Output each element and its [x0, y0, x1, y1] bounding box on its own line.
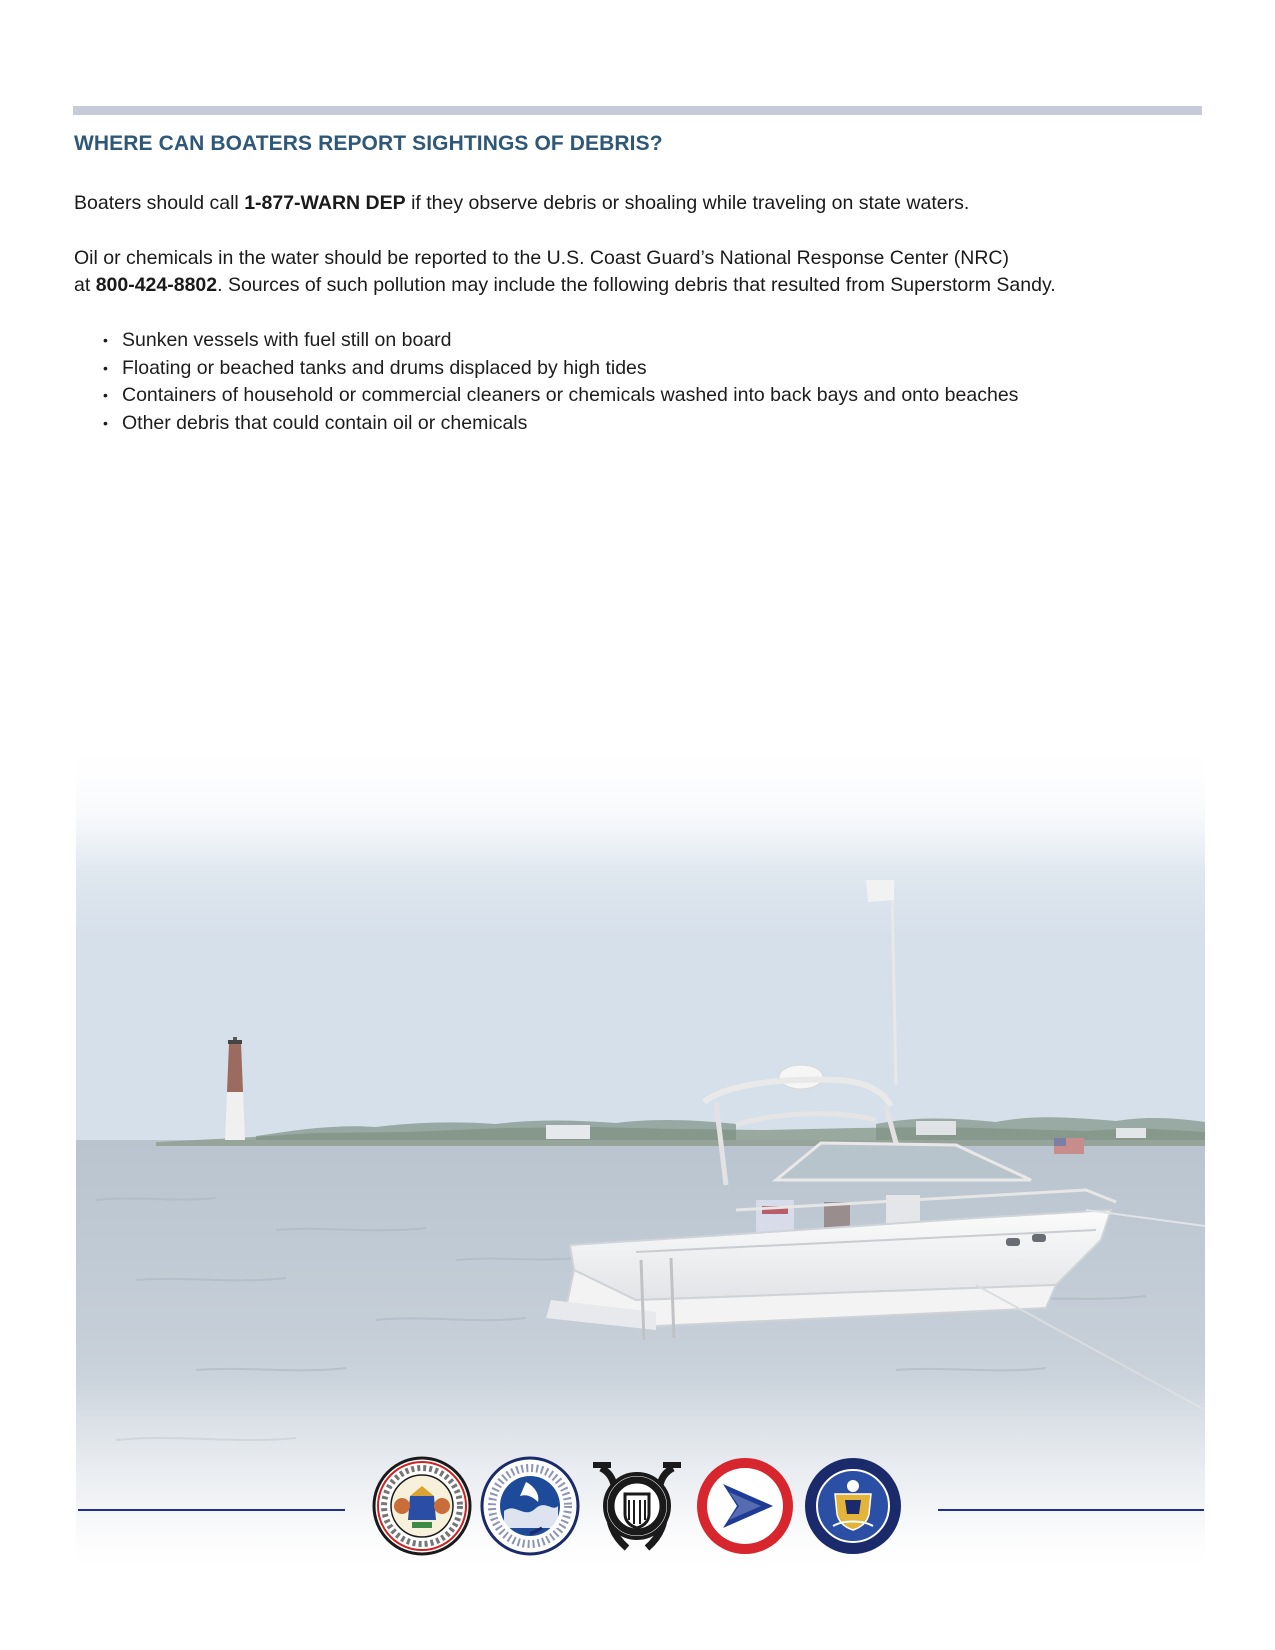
nrc-phone: 800-424-8802: [95, 274, 218, 296]
marine-services-seal-icon: [803, 1456, 903, 1556]
list-item: • Containers of household or commercial cleaners or chemicals washed into back bays and onto beaches: [103, 382, 1018, 410]
marine-agency-seal-icon: [480, 1456, 580, 1556]
paragraph-hotline-after: if they observe debris or shoaling while traveling on state waters.: [405, 192, 970, 214]
paragraph-hotline-before: Boaters should call: [74, 192, 245, 214]
coast-guard-seal-icon: [587, 1456, 687, 1556]
section-heading: WHERE CAN BOATERS REPORT SIGHTINGS OF DEBRIS?: [74, 132, 663, 155]
paragraph-hotline: [74, 190, 969, 217]
top-rule: [73, 106, 1202, 115]
paragraph-nrc: [74, 245, 1056, 299]
pollution-sources-list: [103, 327, 1018, 437]
hotline-phone: 1-877-WARN DEP: [244, 192, 406, 214]
footer-rule-right: [938, 1509, 1204, 1511]
list-item: • Other debris that could contain oil or chemicals: [103, 410, 1018, 438]
bay-photo: [76, 740, 1205, 1570]
footer-rule-left: [78, 1509, 345, 1511]
paragraph-nrc-at: at: [74, 274, 96, 296]
paragraph-nrc-after: . Sources of such pollution may include the following debris that resulted from Superstorm Sandy.: [217, 274, 1056, 296]
transportation-seal-icon: [695, 1456, 795, 1556]
list-item: • Sunken vessels with fuel still on board: [103, 327, 1018, 355]
list-item: • Floating or beached tanks and drums displaced by high tides: [103, 355, 1018, 383]
nj-state-seal-icon: [372, 1456, 472, 1556]
agency-seals: [372, 1456, 912, 1562]
paragraph-nrc-line1: Oil or chemicals in the water should be reported to the U.S. Coast Guard’s National Response Center (NRC): [74, 247, 1009, 269]
